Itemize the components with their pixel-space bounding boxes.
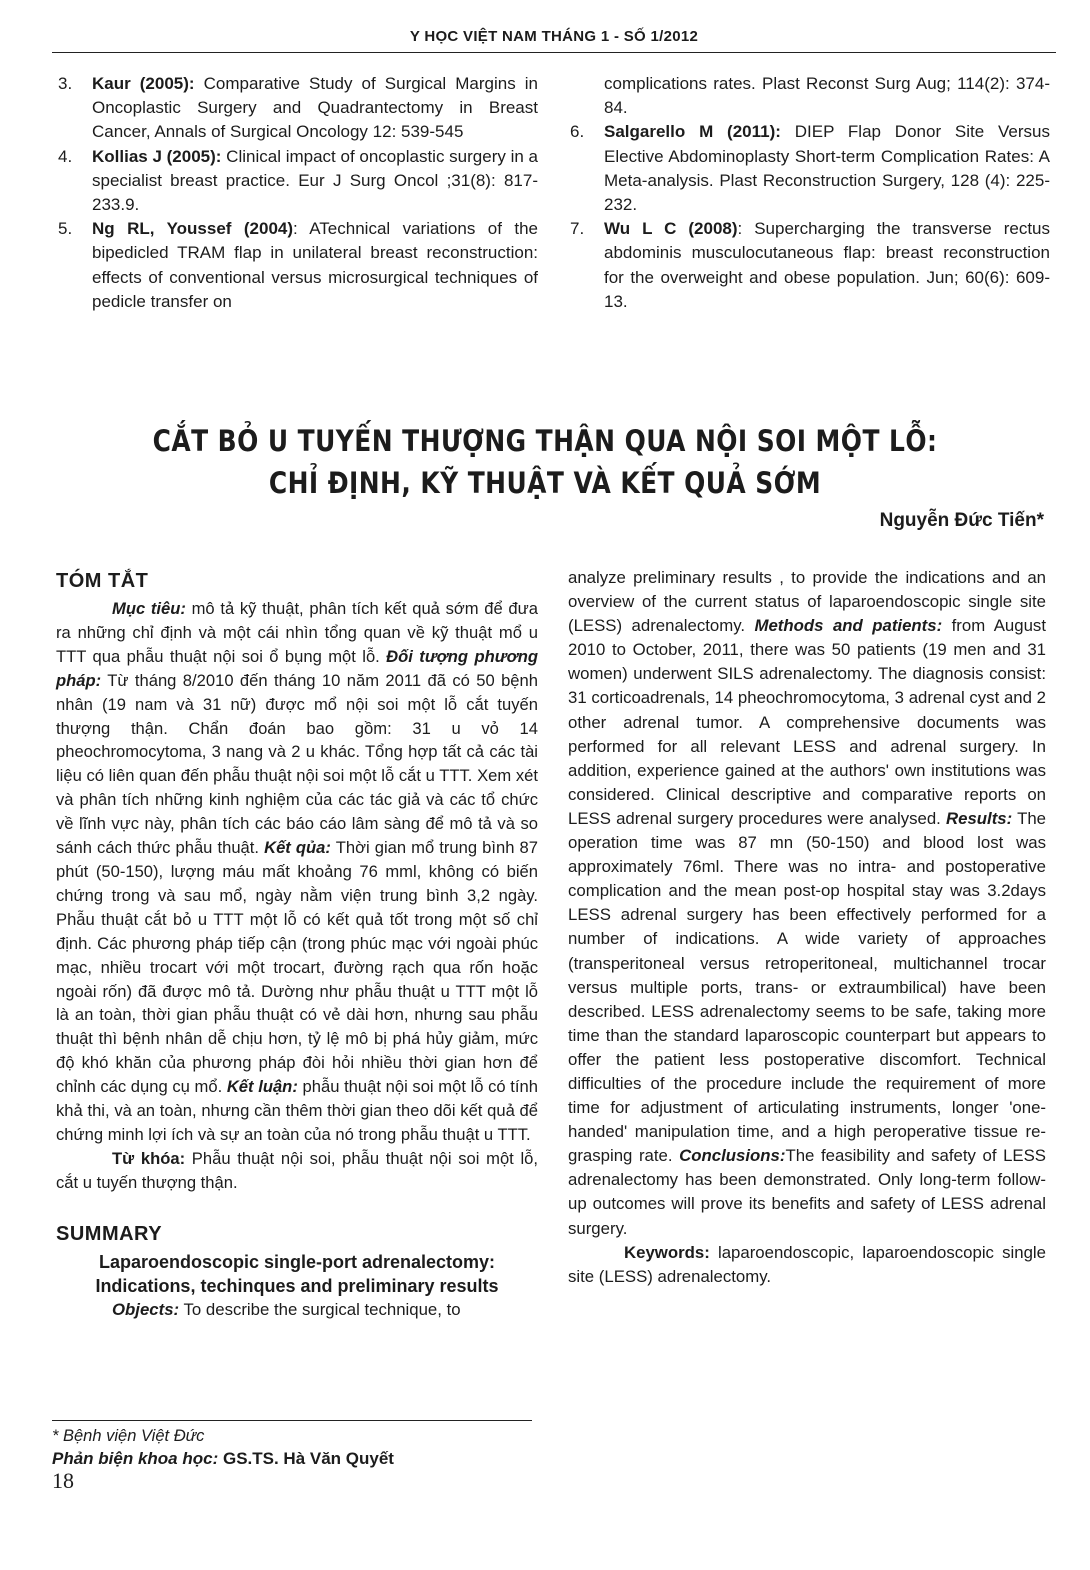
reference-continuation: complications rates. Plast Reconst Surg Aug; 114(2): 374-84.	[604, 74, 1050, 118]
summary-right-column	[568, 566, 1046, 1289]
reference-author: Wu L C (2008)	[604, 219, 738, 239]
page-number: 18	[52, 1468, 74, 1493]
reference-author: Ng RL, Youssef (2004)	[92, 219, 294, 239]
objective-label: Mục tiêu:	[112, 599, 186, 618]
summary-body: analyze preliminary results , to provide the indications and an overview of the current status of laparoendoscopic single site (LESS) adrenalectomy. Methods and patients: from August 2010 to October, 2011, there was 50 patients (19 men and 31 women) underwent SILS adrenalectomy. The diagnosis consist: 31 corticoadrenals, 14 pheochromocytoma, 3 adrenal cyst and 2 other adrenal tumor. A comprehensive documents was performed for all relevant LESS and adrenal surgery. In addition, experience gained at the authors' own institutions was considered. Clinical descriptive and comparative reports on LESS adrenal surgery procedures were analysed. Results: The operation time was 87 mn (50-150) and blood lost was approximately 76ml. There was no intra- and postoperative complication and the mean post-op hospital stay was 3.2days LESS adrenal surgery has been effectively performed for a number of indications. A wide variety of approaches (transperitoneal versus retroperitoneal, multichannel trocar versus multiple ports, trans- or extraumbilical) have been described. LESS adrenalectomy seems to be safe, taking more time than the standard laparoscopic counterpart but appears to offer the patient less postoperative discomfort. Technical difficulties of the procedure include the requirement of more time for adjustment of articulating instruments, longer 'one-handed' manipulation time, and a high peroperative tissue re-grasping rate. Conclusions:The feasibility and safety of LESS adrenalectomy has been demonstrated. Only long-term follow-up outcomes will prove its benefits and safety of LESS adrenal surgery.	[568, 568, 1046, 1238]
references-left-column	[58, 72, 538, 314]
keywords-vi-label: Từ khóa:	[112, 1148, 186, 1168]
objects-label: Objects:	[112, 1299, 180, 1319]
methods-en-label: Methods and patients:	[754, 616, 943, 636]
footnote-reviewer: Phản biện khoa học: GS.TS. Hà Văn Quyết	[52, 1449, 394, 1468]
results-en-label: Results:	[946, 808, 1013, 828]
reference-author: Kaur (2005):	[92, 74, 195, 93]
summary-subtitle: Laparoendoscopic single-port adrenalectomy: Indications, techinques and preliminary results	[95, 1251, 499, 1296]
abstract-vi-heading: TÓM TẮT	[56, 570, 149, 592]
keywords-en-label: Keywords:	[624, 1242, 710, 1262]
conclusions-en-label: Conclusions:	[679, 1146, 786, 1166]
footnote-affiliation: * Bệnh viện Việt Đức	[52, 1427, 205, 1445]
abstract-vi-body: Mục tiêu: mô tả kỹ thuật, phân tích kết quả sớm để đưa ra những chỉ định và một cái nhìn tổng quan về kỹ thuật mổ u TTT qua phẫu thuật nội soi ổ bụng một lỗ. Đối tượng phương pháp: Từ tháng 8/2010 đến tháng 10 năm 2011 đã có 50 bệnh nhân (19 nam và 31 nữ) được mổ nội soi một lỗ cắt tuyến thượng thận. Chẩn đoán bao gồm: 31 u vỏ 14 pheochromocytoma, 3 nang và 2 u khác. Tổng hợp tất cả các tài liệu có liên quan đến phẫu thuật nội soi một lỗ cắt u TTT. Xem xét và phân tích những kinh nghiệm của các tác giả và các tổ chức về lĩnh vực này, phân tích các báo cáo lâm sàng để mô tả và so sánh cách thức phẫu thuật. Kết qủa: Thời gian mổ trung bình 87 phút (50-150), lượng máu mất khoảng 76 mml, không có biến chứng trong và sau mổ, ngày nằm viện trung bình 3,2 ngày. Phẫu thuật cắt bỏ u TTT một lỗ có kết quả tốt trong một số chỉ định. Các phương pháp tiếp cận (trong phúc mạc với ngoài phúc mạc, nhiều trocart với một trocart, đường rạch qua rốn hoặc ngoài rốn) đã được mô tả. Dường như phẫu thuật u TTT một lỗ là an toàn, thời gian phẫu thuật có vẻ dài hơn, nhưng sau phẫu thuật thì bệnh nhân dễ chịu hơn, tỷ lệ mô bị phá hủy giảm, mức độ khó khăn của phương pháp đòi hỏi nhiều thời gian hơn để chỉnh các dụng cụ mổ. Kết luận: phẫu thuật nội soi một lỗ có tính khả thi, và an toàn, nhưng cần thêm thời gian theo dõi kết quả để chứng minh lợi ích và sự an toàn của nó trong phẫu thuật u TTT.	[56, 599, 539, 1144]
abstract-vi-keywords: Từ khóa: Phẫu thuật nội soi, phẫu thuật nội soi một lỗ, cắt u tuyến thượng thận.	[56, 1148, 538, 1192]
reference-item: 7. Wu L C (2008): Supercharging the transverse rectus abdominis musculocutaneous flap: breast reconstruction for the overweight and obese population. Jun; 60(6): 609-13.	[570, 219, 1050, 311]
article-title-line-1: CẮT BỎ U TUYẾN THƯỢNG THẬN QUA NỘI SOI MỘT LỖ:	[152, 424, 938, 458]
running-title: Y HỌC VIỆT NAM THÁNG 1 - SỐ 1/2012	[409, 28, 699, 45]
results-label: Kết qủa:	[264, 838, 331, 858]
reference-author: Salgarello M (2011):	[604, 122, 781, 142]
methods-label: Đối tượng phương pháp:	[56, 646, 538, 690]
reference-item: 4. Kollias J (2005): Clinical impact of oncoplastic surgery in a specialist breast practice. Eur J Surg Oncol ;31(8): 817- 233.9.	[58, 146, 538, 215]
summary-keywords: Keywords: laparoendoscopic, laparoendoscopic single site (LESS) adrenalectomy.	[568, 1242, 1046, 1286]
reference-author: Kollias J (2005):	[92, 146, 222, 166]
reference-item: 5. Ng RL, Youssef (2004): ATechnical variations of the bipedicled TRAM flap in unilateral breast reconstruction: effects of conventional versus microsurgical techniques of pedicle transfer on	[58, 219, 538, 311]
article-title	[76, 420, 1013, 504]
reference-item: 3. Kaur (2005): Comparative Study of Surgical Margins in Oncoplastic Surgery and Quadrantectomy in Breast Cancer, Annals of Surgical Oncology 12: 539-545	[58, 74, 538, 142]
references-right-column	[570, 72, 1050, 314]
reference-item: 6. Salgarello M (2011): DIEP Flap Donor Site Versus Elective Abdominoplasty Short-term Complication Rates: A Meta-analysis. Plast Reconstruction Surgery, 128 (4): 225-232.	[570, 122, 1051, 215]
running-header	[52, 28, 1056, 53]
article-author: Nguyễn Đức Tiến*	[879, 510, 1044, 531]
conclusion-label: Kết luận:	[226, 1077, 298, 1097]
footnote	[52, 1420, 532, 1471]
summary-heading: SUMMARY	[56, 1222, 163, 1245]
summary-objects-start: Objects: To describe the surgical technique, to	[112, 1299, 461, 1319]
abstract-left-column	[56, 570, 538, 1322]
article-title-line-2: CHỈ ĐỊNH, KỸ THUẬT VÀ KẾT QUẢ SỚM	[268, 466, 822, 500]
